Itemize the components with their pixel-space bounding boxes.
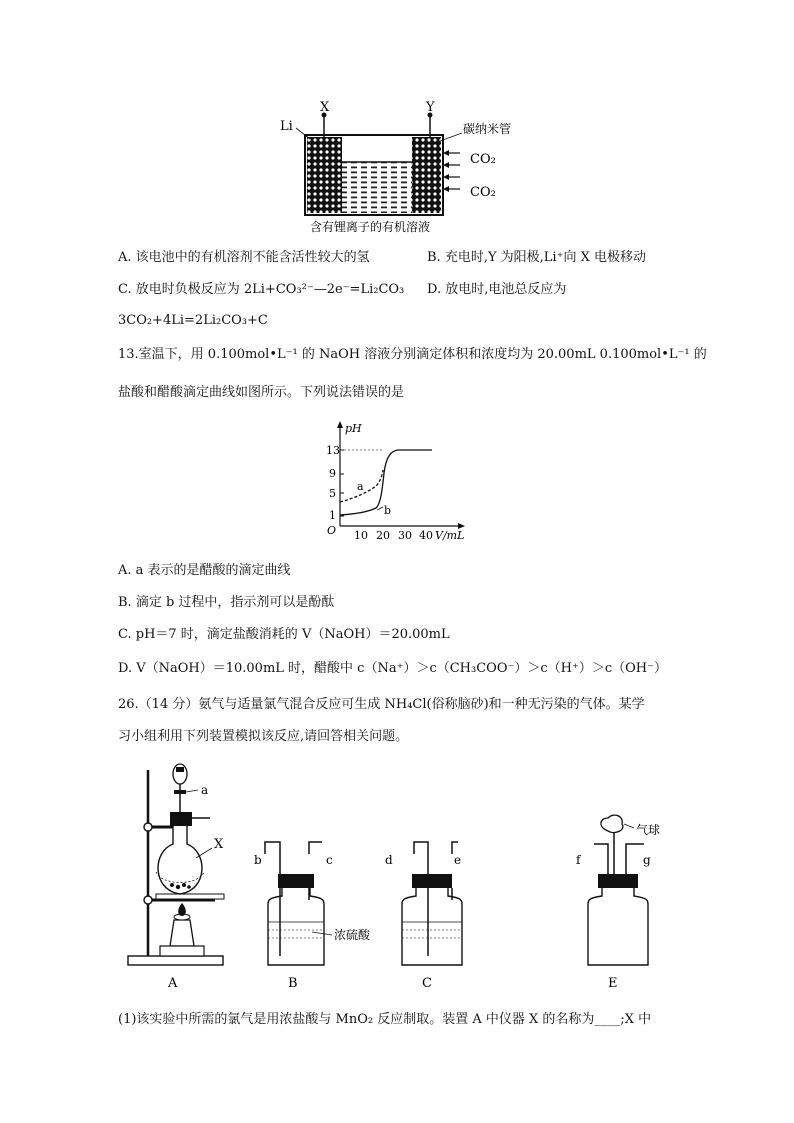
x-tick-40: 40 [419, 529, 433, 542]
apparatus-c [385, 842, 462, 991]
x-tick-20: 20 [376, 529, 390, 542]
electrolyte [342, 162, 412, 213]
label-b: b [254, 853, 262, 867]
caption-e: E [608, 976, 618, 991]
caption-a: A [168, 976, 178, 991]
apparatus-diagram-svg [110, 760, 690, 995]
label-g: g [643, 853, 651, 867]
label-f: f [576, 853, 581, 867]
apparatus-b [254, 842, 371, 991]
q13-option-d: D. V（NaOH）＝10.00mL 时，醋酸中 c（Na⁺）＞c（CH₃COO⁻）＞c（H⁺）＞c（OH⁻） [118, 661, 667, 676]
origin-label: O [327, 524, 337, 537]
q26-stem-line2: 习小组利用下列装置模拟该反应,请回答相关问题。 [118, 729, 409, 744]
carbon-nanotube-electrode [412, 137, 441, 213]
balloon [601, 815, 623, 832]
battery-diagram [270, 95, 520, 235]
x-tick-10: 10 [354, 529, 368, 542]
x-tick-30: 30 [398, 529, 412, 542]
curve-a-label: a [357, 480, 364, 493]
label-e: e [454, 853, 462, 867]
label-d: d [385, 853, 393, 867]
x-axis-label: V/mL [435, 529, 465, 542]
curve-b-label: b [384, 504, 392, 517]
label-co2-2: CO₂ [470, 185, 496, 200]
q13-option-a: A. a 表示的是醋酸的滴定曲线 [118, 563, 291, 578]
q13-option-c: C. pH＝7 时，滴定盐酸消耗的 V（NaOH）＝20.00mL [118, 627, 450, 642]
label-y: Y [426, 100, 435, 115]
q12-option-d: D. 放电时,电池总反应为 [427, 282, 567, 297]
label-li: Li [280, 119, 293, 134]
label-nanotube: 碳纳米管 [463, 122, 512, 136]
apparatus-e [576, 815, 660, 991]
battery-diagram-svg [270, 95, 520, 235]
label-acid: 浓硫酸 [334, 928, 371, 942]
label-c: c [326, 853, 333, 867]
battery-caption: 含有锂离子的有机溶液 [310, 220, 431, 234]
titration-graph-svg [310, 418, 480, 543]
q12-option-b: B. 充电时,Y 为阳极,Li⁺向 X 电极移动 [427, 250, 646, 265]
q26-stem-line1: 26.（14 分）氨气与适量氯气混合反应可生成 NH₄Cl(俗称脑砂)和一种无污染的气体。某学 [118, 697, 645, 712]
y-tick-1: 1 [329, 509, 336, 522]
q13-option-b: B. 滴定 b 过程中，指示剂可以是酚酞 [118, 595, 335, 610]
y-tick-5: 5 [329, 487, 336, 500]
label-a-tap: a [201, 783, 209, 797]
y-axis-label: pH [345, 422, 362, 435]
caption-b: B [288, 976, 298, 991]
q13-stem-line1: 13.室温下，用 0.100mol•L⁻¹ 的 NaOH 溶液分别滴定体积和浓度均为 20.00mL 0.100mol•L⁻¹ 的 [118, 347, 707, 362]
li-electrode [307, 137, 342, 213]
titration-graph [310, 418, 480, 543]
caption-c: C [422, 976, 432, 991]
y-tick-9: 9 [329, 467, 336, 480]
q12-option-d-cont: 3CO₂+4Li=2Li₂CO₃+C [118, 313, 268, 328]
y-tick-13: 13 [326, 444, 340, 457]
apparatus-a [128, 764, 224, 991]
apparatus-diagram [110, 760, 690, 995]
label-balloon: 气球 [636, 823, 661, 837]
q12-option-a: A. 该电池中的有机溶剂不能含活性较大的氢 [118, 250, 370, 265]
label-x: X [320, 100, 330, 115]
q12-option-c: C. 放电时负极反应为 2Li+CO₃²⁻—2e⁻=Li₂CO₃ [118, 282, 405, 297]
label-co2-1: CO₂ [470, 152, 496, 167]
q26-sub1: (1)该实验中所需的氯气是用浓盐酸与 MnO₂ 反应制取。装置 A 中仪器 X 的名称为____;X 中 [118, 1012, 652, 1027]
label-x-flask: X [214, 837, 224, 852]
q13-stem-line2: 盐酸和醋酸滴定曲线如图所示。下列说法错误的是 [118, 385, 405, 400]
